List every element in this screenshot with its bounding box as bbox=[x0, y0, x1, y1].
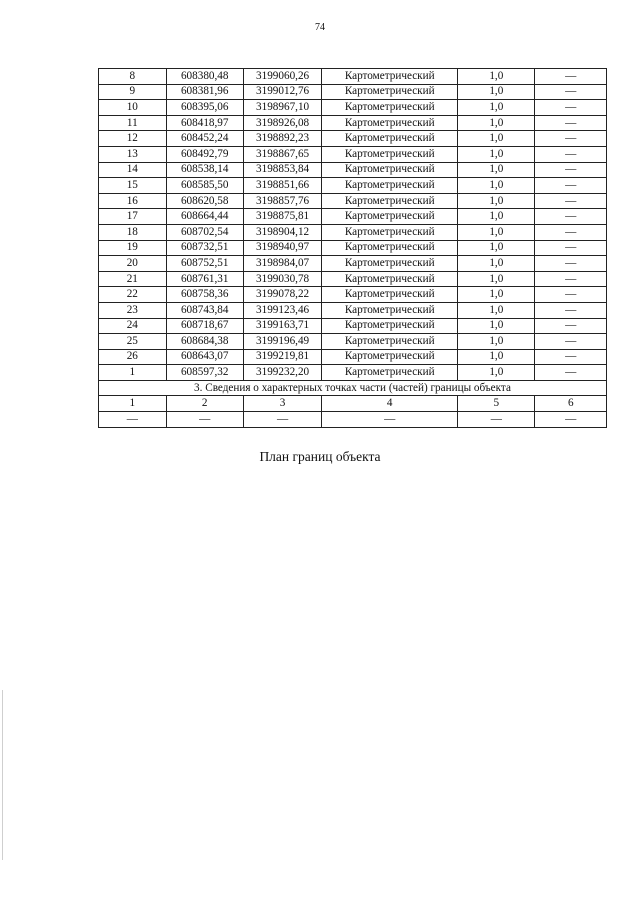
method-cell: Картометрический bbox=[322, 84, 458, 100]
column-number-cell: 3 bbox=[243, 396, 321, 412]
section3-header-row bbox=[99, 380, 607, 396]
x-coordinate-cell: 608381,96 bbox=[166, 84, 243, 100]
empty-dash-cell: — bbox=[166, 412, 243, 428]
precision-cell: 1,0 bbox=[458, 240, 535, 256]
precision-cell: 1,0 bbox=[458, 224, 535, 240]
point-number-cell: 23 bbox=[99, 302, 167, 318]
section3-empty-row bbox=[99, 412, 607, 428]
x-coordinate-cell: 608761,31 bbox=[166, 271, 243, 287]
precision-cell: 1,0 bbox=[458, 318, 535, 334]
x-coordinate-cell: 608743,84 bbox=[166, 302, 243, 318]
point-row bbox=[99, 271, 607, 287]
column-number-cell: 6 bbox=[535, 396, 607, 412]
precision-cell: 1,0 bbox=[458, 287, 535, 303]
section3-title: 3. Сведения о характерных точках части (частей) границы объекта bbox=[99, 380, 607, 396]
note-cell: — bbox=[535, 209, 607, 225]
y-coordinate-cell: 3198853,84 bbox=[243, 162, 321, 178]
method-cell: Картометрический bbox=[322, 69, 458, 85]
point-row bbox=[99, 209, 607, 225]
precision-cell: 1,0 bbox=[458, 100, 535, 116]
y-coordinate-cell: 3199123,46 bbox=[243, 302, 321, 318]
y-coordinate-cell: 3198984,07 bbox=[243, 256, 321, 272]
scan-edge-line bbox=[2, 690, 3, 860]
point-row bbox=[99, 302, 607, 318]
method-cell: Картометрический bbox=[322, 240, 458, 256]
point-row bbox=[99, 287, 607, 303]
point-number-cell: 10 bbox=[99, 100, 167, 116]
note-cell: — bbox=[535, 115, 607, 131]
point-number-cell: 9 bbox=[99, 84, 167, 100]
method-cell: Картометрический bbox=[322, 256, 458, 272]
point-row bbox=[99, 69, 607, 85]
note-cell: — bbox=[535, 302, 607, 318]
x-coordinate-cell: 608418,97 bbox=[166, 115, 243, 131]
x-coordinate-cell: 608718,67 bbox=[166, 318, 243, 334]
y-coordinate-cell: 3198926,08 bbox=[243, 115, 321, 131]
point-number-cell: 17 bbox=[99, 209, 167, 225]
column-number-cell: 2 bbox=[166, 396, 243, 412]
note-cell: — bbox=[535, 146, 607, 162]
y-coordinate-cell: 3199219,81 bbox=[243, 349, 321, 365]
method-cell: Картометрический bbox=[322, 100, 458, 116]
point-row bbox=[99, 146, 607, 162]
y-coordinate-cell: 3199196,49 bbox=[243, 334, 321, 350]
y-coordinate-cell: 3199078,22 bbox=[243, 287, 321, 303]
note-cell: — bbox=[535, 69, 607, 85]
note-cell: — bbox=[535, 178, 607, 194]
method-cell: Картометрический bbox=[322, 115, 458, 131]
x-coordinate-cell: 608643,07 bbox=[166, 349, 243, 365]
precision-cell: 1,0 bbox=[458, 334, 535, 350]
note-cell: — bbox=[535, 256, 607, 272]
method-cell: Картометрический bbox=[322, 178, 458, 194]
column-number-cell: 4 bbox=[322, 396, 458, 412]
method-cell: Картометрический bbox=[322, 131, 458, 147]
page-number: 74 bbox=[315, 22, 325, 33]
point-number-cell: 21 bbox=[99, 271, 167, 287]
note-cell: — bbox=[535, 271, 607, 287]
point-number-cell: 19 bbox=[99, 240, 167, 256]
point-row bbox=[99, 162, 607, 178]
precision-cell: 1,0 bbox=[458, 162, 535, 178]
point-number-cell: 16 bbox=[99, 193, 167, 209]
empty-dash-cell: — bbox=[322, 412, 458, 428]
point-row bbox=[99, 256, 607, 272]
point-number-cell: 1 bbox=[99, 365, 167, 381]
note-cell: — bbox=[535, 193, 607, 209]
point-number-cell: 15 bbox=[99, 178, 167, 194]
point-number-cell: 24 bbox=[99, 318, 167, 334]
precision-cell: 1,0 bbox=[458, 302, 535, 318]
y-coordinate-cell: 3198851,66 bbox=[243, 178, 321, 194]
x-coordinate-cell: 608597,32 bbox=[166, 365, 243, 381]
x-coordinate-cell: 608585,50 bbox=[166, 178, 243, 194]
note-cell: — bbox=[535, 349, 607, 365]
precision-cell: 1,0 bbox=[458, 146, 535, 162]
y-coordinate-cell: 3199232,20 bbox=[243, 365, 321, 381]
note-cell: — bbox=[535, 84, 607, 100]
method-cell: Картометрический bbox=[322, 287, 458, 303]
point-row bbox=[99, 365, 607, 381]
y-coordinate-cell: 3198904,12 bbox=[243, 224, 321, 240]
method-cell: Картометрический bbox=[322, 334, 458, 350]
x-coordinate-cell: 608395,06 bbox=[166, 100, 243, 116]
note-cell: — bbox=[535, 287, 607, 303]
empty-dash-cell: — bbox=[99, 412, 167, 428]
precision-cell: 1,0 bbox=[458, 84, 535, 100]
y-coordinate-cell: 3198875,81 bbox=[243, 209, 321, 225]
note-cell: — bbox=[535, 334, 607, 350]
point-number-cell: 14 bbox=[99, 162, 167, 178]
x-coordinate-cell: 608492,79 bbox=[166, 146, 243, 162]
point-number-cell: 25 bbox=[99, 334, 167, 350]
method-cell: Картометрический bbox=[322, 365, 458, 381]
precision-cell: 1,0 bbox=[458, 69, 535, 85]
empty-dash-cell: — bbox=[535, 412, 607, 428]
point-row bbox=[99, 84, 607, 100]
y-coordinate-cell: 3198867,65 bbox=[243, 146, 321, 162]
boundary-points-table bbox=[98, 68, 607, 428]
precision-cell: 1,0 bbox=[458, 365, 535, 381]
method-cell: Картометрический bbox=[322, 271, 458, 287]
point-row bbox=[99, 115, 607, 131]
method-cell: Картометрический bbox=[322, 349, 458, 365]
point-row bbox=[99, 178, 607, 194]
point-number-cell: 12 bbox=[99, 131, 167, 147]
method-cell: Картометрический bbox=[322, 209, 458, 225]
x-coordinate-cell: 608684,38 bbox=[166, 334, 243, 350]
y-coordinate-cell: 3199030,78 bbox=[243, 271, 321, 287]
point-row bbox=[99, 100, 607, 116]
point-number-cell: 13 bbox=[99, 146, 167, 162]
note-cell: — bbox=[535, 162, 607, 178]
empty-dash-cell: — bbox=[458, 412, 535, 428]
note-cell: — bbox=[535, 240, 607, 256]
note-cell: — bbox=[535, 365, 607, 381]
x-coordinate-cell: 608452,24 bbox=[166, 131, 243, 147]
precision-cell: 1,0 bbox=[458, 209, 535, 225]
x-coordinate-cell: 608758,36 bbox=[166, 287, 243, 303]
column-number-cell: 5 bbox=[458, 396, 535, 412]
y-coordinate-cell: 3199163,71 bbox=[243, 318, 321, 334]
x-coordinate-cell: 608380,48 bbox=[166, 69, 243, 85]
method-cell: Картометрический bbox=[322, 302, 458, 318]
precision-cell: 1,0 bbox=[458, 271, 535, 287]
y-coordinate-cell: 3199012,76 bbox=[243, 84, 321, 100]
method-cell: Картометрический bbox=[322, 318, 458, 334]
empty-dash-cell: — bbox=[243, 412, 321, 428]
method-cell: Картометрический bbox=[322, 193, 458, 209]
point-number-cell: 11 bbox=[99, 115, 167, 131]
x-coordinate-cell: 608620,58 bbox=[166, 193, 243, 209]
plan-title: План границ объекта bbox=[259, 449, 381, 464]
point-row bbox=[99, 349, 607, 365]
x-coordinate-cell: 608664,44 bbox=[166, 209, 243, 225]
point-row bbox=[99, 224, 607, 240]
point-row bbox=[99, 240, 607, 256]
points-table-body bbox=[99, 69, 607, 381]
y-coordinate-cell: 3198892,23 bbox=[243, 131, 321, 147]
method-cell: Картометрический bbox=[322, 146, 458, 162]
note-cell: — bbox=[535, 318, 607, 334]
x-coordinate-cell: 608752,51 bbox=[166, 256, 243, 272]
note-cell: — bbox=[535, 131, 607, 147]
note-cell: — bbox=[535, 100, 607, 116]
column-number-cell: 1 bbox=[99, 396, 167, 412]
precision-cell: 1,0 bbox=[458, 256, 535, 272]
method-cell: Картометрический bbox=[322, 162, 458, 178]
point-row bbox=[99, 131, 607, 147]
y-coordinate-cell: 3198940,97 bbox=[243, 240, 321, 256]
point-number-cell: 8 bbox=[99, 69, 167, 85]
section3-column-numbers-row bbox=[99, 396, 607, 412]
method-cell: Картометрический bbox=[322, 224, 458, 240]
y-coordinate-cell: 3199060,26 bbox=[243, 69, 321, 85]
point-row bbox=[99, 193, 607, 209]
y-coordinate-cell: 3198857,76 bbox=[243, 193, 321, 209]
point-row bbox=[99, 334, 607, 350]
x-coordinate-cell: 608702,54 bbox=[166, 224, 243, 240]
point-number-cell: 20 bbox=[99, 256, 167, 272]
point-number-cell: 18 bbox=[99, 224, 167, 240]
x-coordinate-cell: 608538,14 bbox=[166, 162, 243, 178]
point-number-cell: 26 bbox=[99, 349, 167, 365]
precision-cell: 1,0 bbox=[458, 349, 535, 365]
point-row bbox=[99, 318, 607, 334]
precision-cell: 1,0 bbox=[458, 131, 535, 147]
y-coordinate-cell: 3198967,10 bbox=[243, 100, 321, 116]
precision-cell: 1,0 bbox=[458, 178, 535, 194]
point-number-cell: 22 bbox=[99, 287, 167, 303]
note-cell: — bbox=[535, 224, 607, 240]
precision-cell: 1,0 bbox=[458, 193, 535, 209]
precision-cell: 1,0 bbox=[458, 115, 535, 131]
x-coordinate-cell: 608732,51 bbox=[166, 240, 243, 256]
